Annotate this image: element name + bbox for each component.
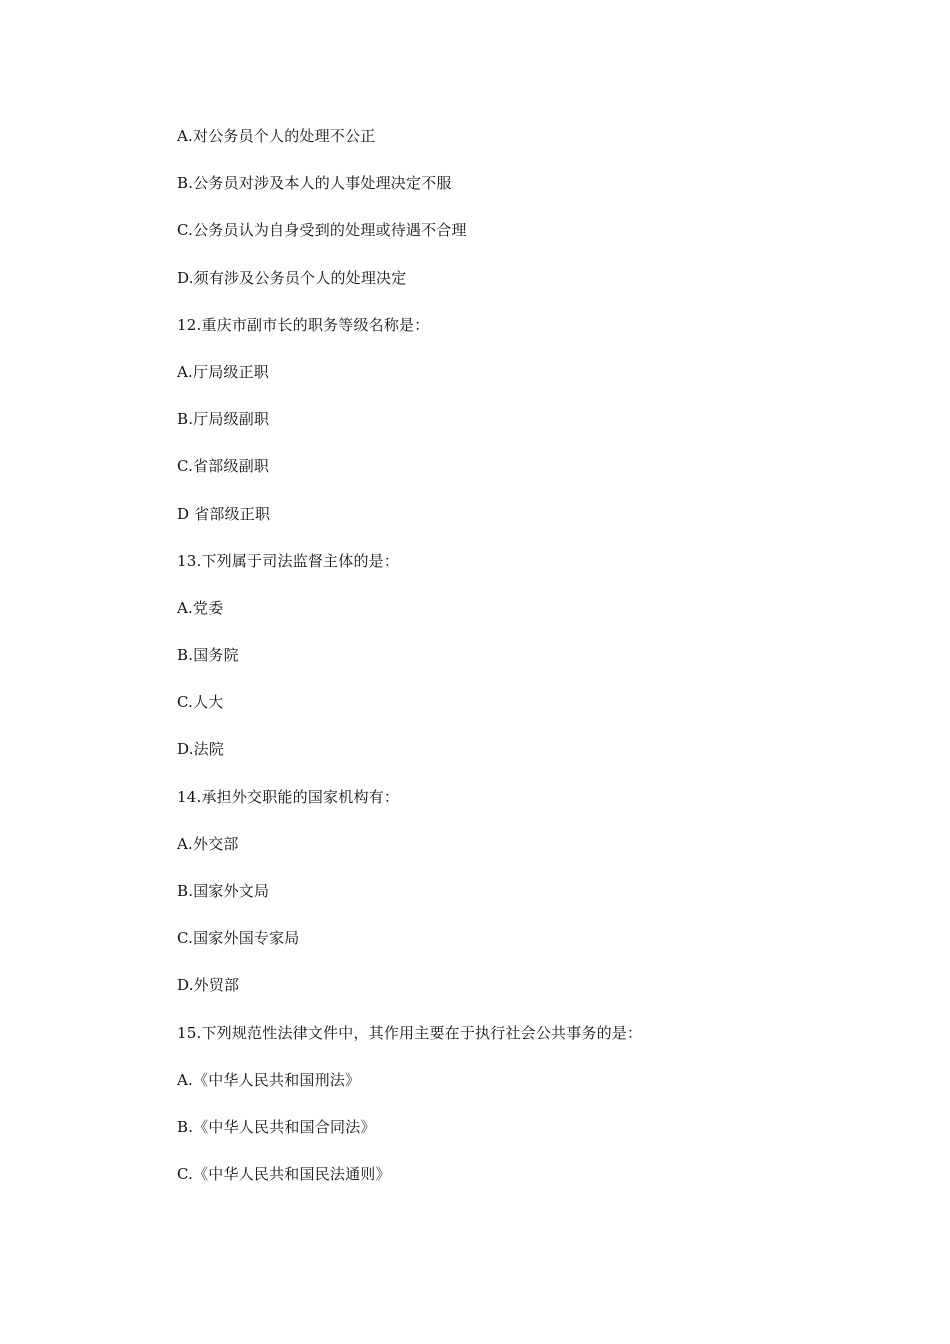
question-15: 15.下列规范性法律文件中，其作用主要在于执行社会公共事务的是： [177,1023,643,1042]
option-11-d: D.须有涉及公务员个人的处理决定 [177,268,407,287]
option-13-d: D.法院 [177,740,225,759]
option-11-b: B.公务员对涉及本人的人事处理决定不服 [177,174,452,193]
option-14-d: D.外贸部 [177,976,240,995]
option-14-b: B.国家外文局 [177,882,270,900]
option-13-a: A.党委 [177,598,224,617]
question-14: 14.承担外交职能的国家机构有： [177,787,400,806]
option-15-a: A.《中华人民共和国刑法》 [177,1070,361,1089]
option-13-b: B.国务院 [177,646,239,665]
option-12-a: A.厅局级正职 [177,362,270,381]
option-15-c: C.《中华人民共和国民法通则》 [177,1165,391,1184]
question-12: 12.重庆市副市长的职务等级名称是： [177,315,430,334]
option-15-b: B.《中华人民共和国合同法》 [177,1117,376,1136]
question-13: 13.下列属于司法监督主体的是： [177,551,400,570]
option-13-c: C.人大 [177,693,224,712]
option-14-a: A.外交部 [177,834,239,853]
question-list [177,124,877,1209]
option-11-c: C.公务员认为自身受到的处理或待遇不合理 [177,221,467,240]
option-12-b: B.厅局级副职 [177,410,270,429]
option-11-a: A.对公务员个人的处理不公正 [177,127,376,145]
option-12-c: C.省部级副职 [177,457,270,476]
option-12-d: D 省部级正职 [177,504,271,523]
option-14-c: C.国家外国专家局 [177,929,300,948]
